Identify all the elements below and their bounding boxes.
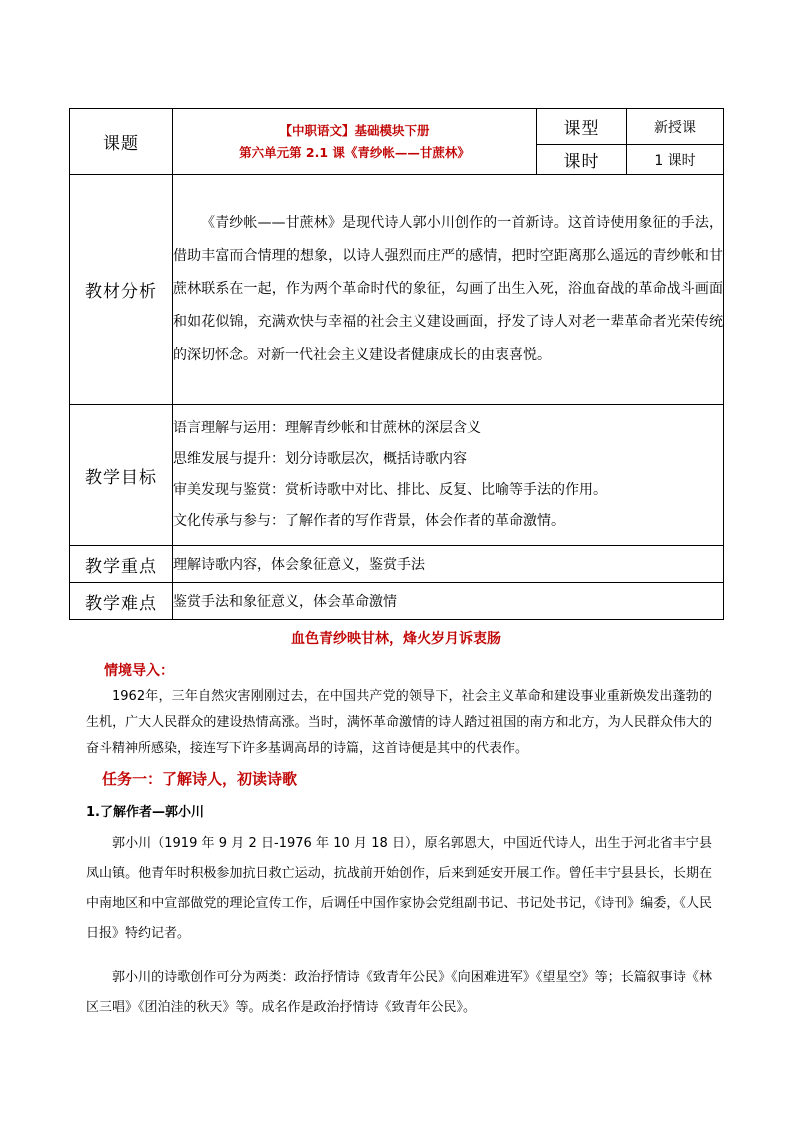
- lesson-title-line1: 【中职语文】基础模块下册: [279, 122, 430, 138]
- hours-value: 1 课时: [627, 145, 724, 175]
- analysis-label: 教材分析: [70, 175, 173, 405]
- lesson-title-line2: 第六单元第 2.1 课《青纱帐——甘蔗林》: [239, 144, 470, 160]
- analysis-text: 《青纱帐——甘蔗林》是现代诗人郭小川创作的一首新诗。这首诗使用象征的手法，借助丰富而合情理的想象，以诗人强烈而庄严的感情，把时空距离那么遥远的青纱帐和甘蔗林联系在一起，作为两个革命时代的象征，勾画了出生入死，浴血奋战的革命战斗画面和如花似锦，充满欢快与幸福的社会主义建设画面，抒发了诗人对老一辈革命者光荣传统的深切怀念。对新一代社会主义建设者健康成长的由衷喜悦。: [173, 175, 724, 405]
- type-value: 新授课: [627, 109, 724, 145]
- key-points-label: 教学重点: [70, 546, 173, 583]
- hours-label: 课时: [537, 145, 627, 175]
- author-section-heading: 1.了解作者—郭小川: [86, 805, 204, 820]
- key-points-value: 理解诗歌内容，体会象征意义，鉴赏手法: [173, 546, 724, 583]
- goal-item: 文化传承与参与：了解作者的写作背景，体会作者的革命激情。: [173, 513, 565, 529]
- section-title: 血色青纱映甘林，烽火岁月诉衷肠: [291, 631, 501, 647]
- goal-item: 思维发展与提升：划分诗歌层次，概括诗歌内容: [173, 451, 467, 467]
- difficult-points-label: 教学难点: [70, 583, 173, 620]
- lesson-plan-table: [69, 108, 724, 620]
- intro-heading: 情境导入：: [104, 663, 174, 679]
- difficult-points-value: 鉴赏手法和象征意义，体会革命激情: [173, 583, 724, 620]
- goal-item: 语言理解与运用：理解青纱帐和甘蔗林的深层含义: [173, 420, 481, 436]
- goal-item: 审美发现与鉴赏：赏析诗歌中对比、排比、反复、比喻等手法的作用。: [173, 482, 607, 498]
- intro-paragraph: 1962年，三年自然灾害刚刚过去，在中国共产党的领导下，社会主义革命和建设事业重新焕发出蓬勃的生机，广大人民群众的建设热情高涨。当时，满怀革命激情的诗人踏过祖国的南方和北方，为人民群众伟大的奋斗精神所感染，接连写下许多基调高昂的诗篇，这首诗便是其中的代表作。: [86, 689, 712, 756]
- lesson-label: 课题: [70, 109, 173, 175]
- lesson-title-cell: [173, 109, 537, 175]
- type-label: 课型: [537, 109, 627, 145]
- task1-heading: 任务一：了解诗人，初读诗歌: [102, 770, 298, 788]
- goals-list: [173, 405, 724, 546]
- goals-label: 教学目标: [70, 405, 173, 546]
- author-paragraph-2: 郭小川的诗歌创作可分为两类：政治抒情诗《致青年公民》《向困难进军》《望星空》等；长篇叙事诗《林区三唱》《团泊洼的秋天》等。成名作是政治抒情诗《致青年公民》。: [86, 970, 712, 1015]
- author-paragraph-1: 郭小川（1919 年 9 月 2 日-1976 年 10 月 18 日），原名郭恩大，中国近代诗人，出生于河北省丰宁县凤山镇。他青年时积极参加抗日救亡运动，抗战前开始创作，后来到延安开展工作。曾任丰宁县县长，长期在中南地区和中宣部做党的理论宣传工作，后调任中国作家协会党组副书记、书记处书记，《诗刊》编委，《人民日报》特约记者。: [86, 836, 712, 941]
